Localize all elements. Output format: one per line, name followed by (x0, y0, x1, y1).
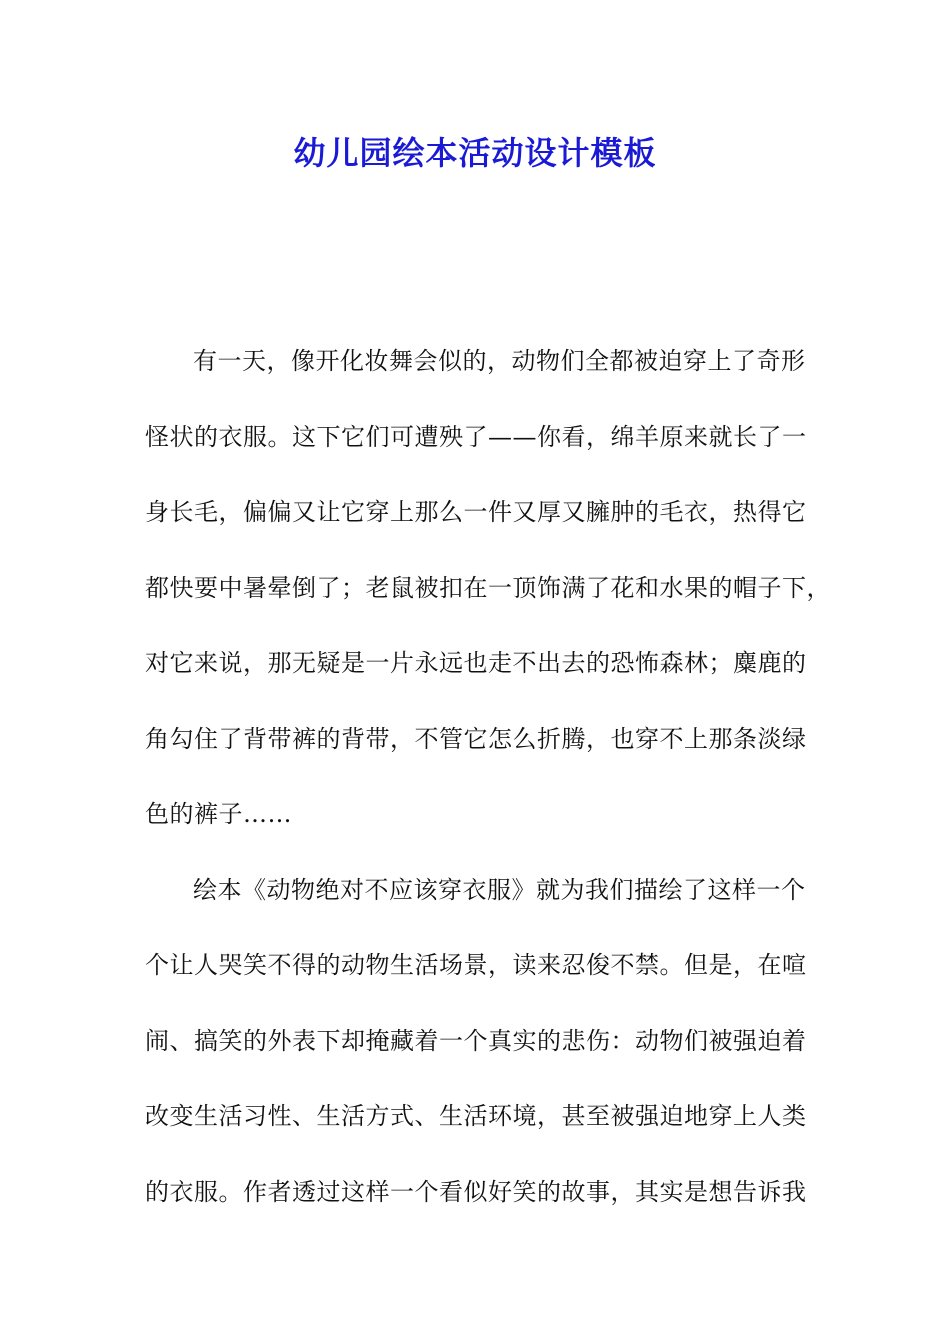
document-title: 幼儿园绘本活动设计模板 (293, 134, 657, 172)
paragraph-1-line-7: 色的裤子…… (145, 800, 292, 828)
paragraph-1-line-5: 对它来说，那无疑是一片永远也走不出去的恐怖森林；麋鹿的 (145, 649, 807, 677)
paragraph-1-line-3: 身长毛，偏偏又让它穿上那么一件又厚又臃肿的毛衣，热得它 (145, 498, 807, 526)
paragraph-1-line-1: 有一天，像开化妆舞会似的，动物们全都被迫穿上了奇形 (193, 347, 806, 375)
paragraph-1-line-4: 都快要中暑晕倒了；老鼠被扣在一顶饰满了花和水果的帽子下， (145, 573, 831, 602)
paragraph-1-line-6: 角勾住了背带裤的背带，不管它怎么折腾，也穿不上那条淡绿 (145, 724, 807, 753)
paragraph-2-line-3: 闹、搞笑的外表下却掩藏着一个真实的悲伤：动物们被强迫着 (145, 1026, 807, 1055)
paragraph-2-line-2: 个让人哭笑不得的动物生活场景，读来忍俊不禁。但是，在喧 (145, 951, 807, 979)
paragraph-2-line-1: 绘本《动物绝对不应该穿衣服》就为我们描绘了这样一个 (193, 875, 806, 904)
paragraph-2-line-4: 改变生活习性、生活方式、生活环境，甚至被强迫地穿上人类 (145, 1102, 807, 1130)
paragraph-2-line-5: 的衣服。作者透过这样一个看似好笑的故事，其实是想告诉我 (145, 1177, 807, 1206)
document-body (145, 338, 831, 1244)
paragraph-1-line-2: 怪状的衣服。这下它们可遭殃了——你看，绵羊原来就长了一 (145, 422, 807, 451)
